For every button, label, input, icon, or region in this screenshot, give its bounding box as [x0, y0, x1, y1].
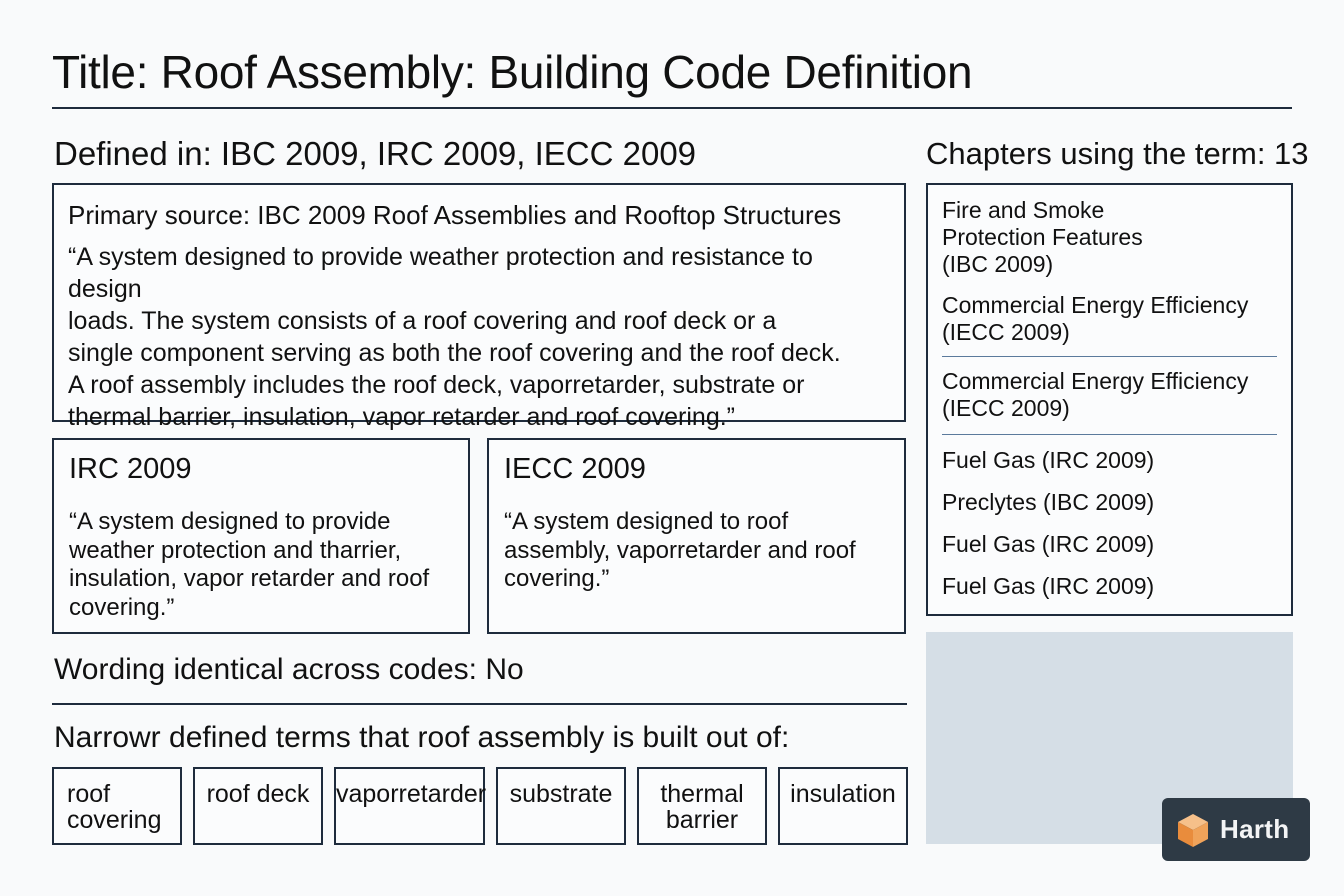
chapter-item[interactable]: Commercial Energy Efficiency (IECC 2009) [942, 292, 1249, 345]
cube-logo-icon [1174, 811, 1212, 849]
chapter-item[interactable]: Fuel Gas (IRC 2009) [942, 573, 1155, 599]
irc-definition-quote: “A system designed to provide weather protection and tharrier, insulation, vapor retarder and roof covering.” [69, 508, 430, 621]
chapter-item[interactable]: Preclytes (IBC 2009) [942, 489, 1155, 515]
chapter-item[interactable]: Fuel Gas (IRC 2009) [942, 447, 1155, 473]
term-substrate[interactable]: substrate [496, 767, 626, 845]
page-title: Title: Roof Assembly: Building Code Definition [52, 46, 973, 98]
primary-definition-box [52, 183, 906, 431]
brand-logo [1162, 798, 1310, 861]
primary-source-label: Primary source: IBC 2009 Roof Assemblies and Rooftop Structures [68, 200, 842, 230]
chapter-item[interactable]: Fuel Gas (IRC 2009) [942, 531, 1155, 557]
primary-definition-quote: “A system designed to provide weather protection and resistance to design loads. The system consists of a roof covering and roof deck or a single component serving as both the roof covering and the roof deck. A roof assembly includes the roof deck, vaporretarder, substrate or thermal barrier, insulation, vapor retarder and roof covering.” [68, 243, 841, 431]
term-insulation[interactable]: insulation [778, 767, 908, 845]
chapters-heading: Chapters using the term: 13 [926, 136, 1309, 171]
chapter-item[interactable]: Commercial Energy Efficiency (IECC 2009) [942, 368, 1249, 421]
chapter-divider [942, 434, 1277, 435]
term-thermal-barrier[interactable]: thermal barrier [637, 767, 767, 845]
defined-in-heading: Defined in: IBC 2009, IRC 2009, IECC 2009 [54, 135, 697, 172]
iecc-definition-box [487, 438, 906, 634]
term-roof-deck[interactable]: roof deck [193, 767, 323, 845]
term-roof-covering[interactable]: roof covering [52, 767, 182, 845]
irc-definition-box [52, 438, 470, 634]
section-divider [52, 703, 907, 705]
logo-wordmark: Harth [1220, 814, 1290, 844]
wording-identical-label: Wording identical across codes: No [54, 653, 524, 686]
iecc-title: IECC 2009 [504, 453, 646, 485]
chapters-list [926, 183, 1293, 616]
chapter-item[interactable]: Fire and Smoke Protection Features (IBC 2009) [942, 197, 1143, 277]
title-divider [52, 107, 1292, 109]
term-vaporretarder[interactable]: vaporretarder [334, 767, 485, 845]
chapter-divider [942, 356, 1277, 357]
iecc-definition-quote: “A system designed to roof assembly, vaporretarder and roof covering.” [504, 508, 856, 592]
narrower-terms-heading: Narrowr defined terms that roof assembly is built out of: [54, 721, 790, 754]
irc-title: IRC 2009 [69, 453, 192, 485]
